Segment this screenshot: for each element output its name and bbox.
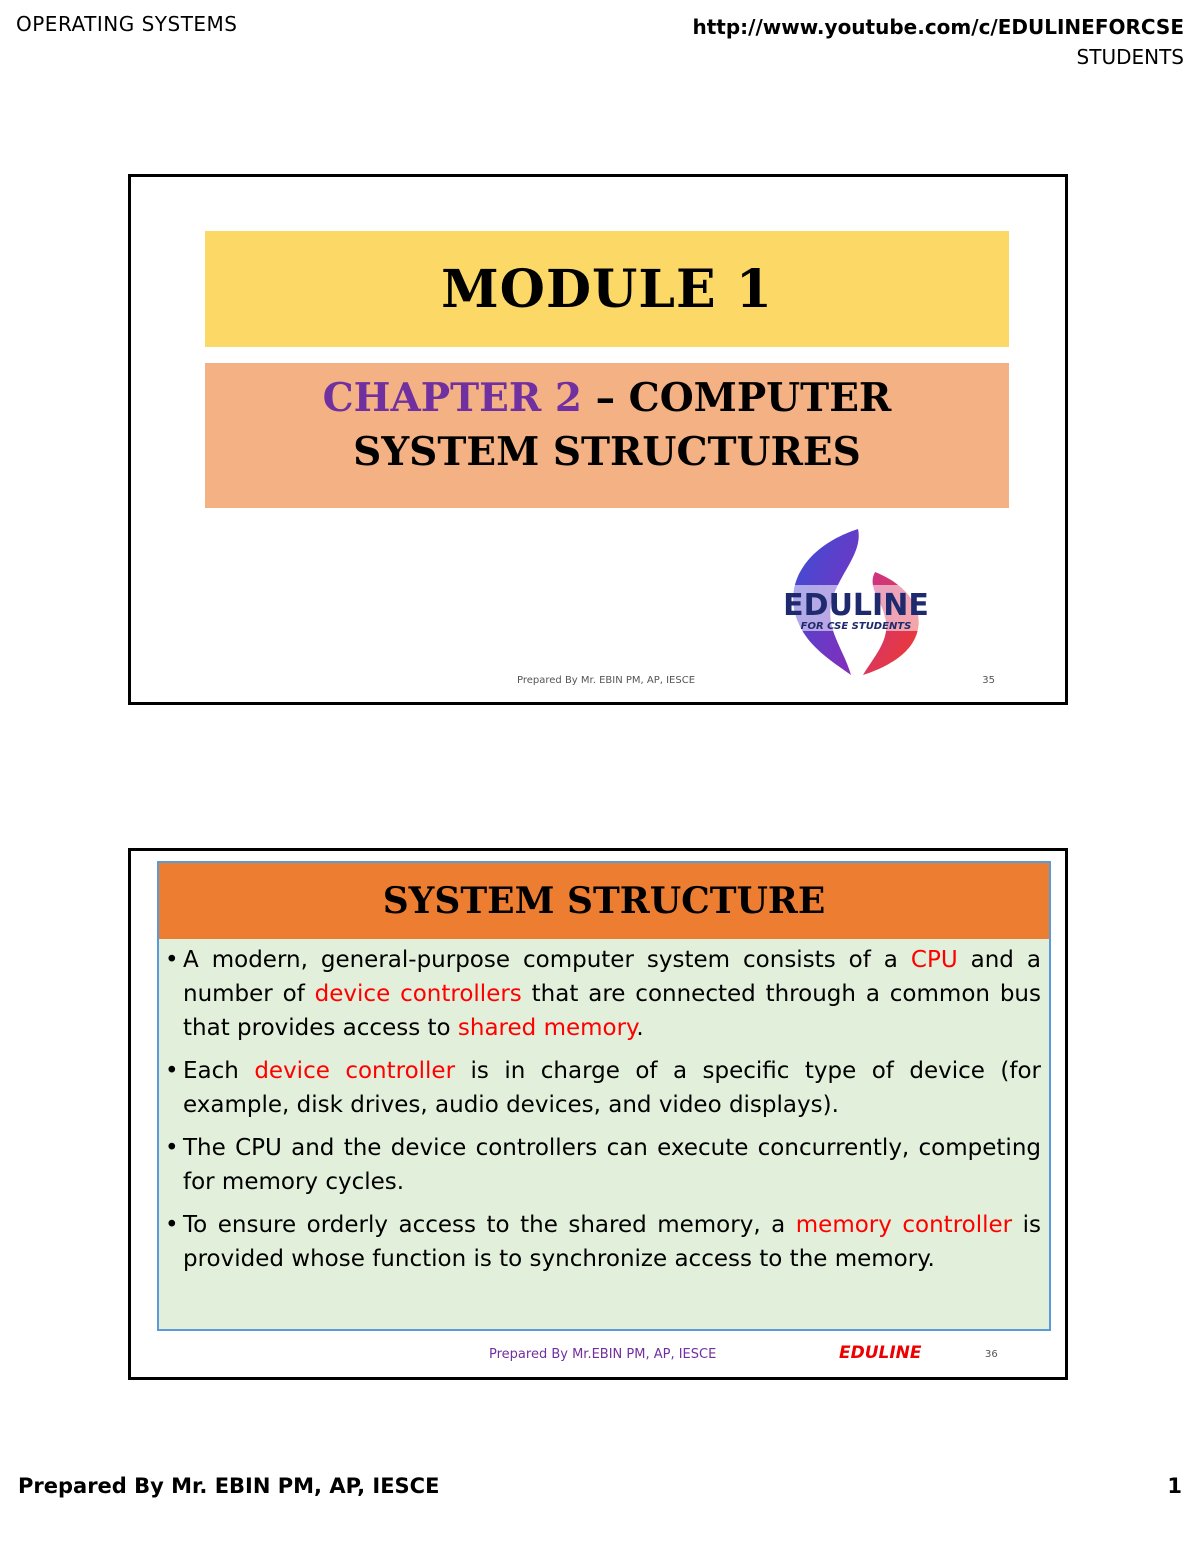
logo-tagline: FOR CSE STUDENTS [800, 621, 912, 632]
module-band [205, 231, 1009, 347]
slide-heading: SYSTEM STRUCTURE [159, 863, 1049, 939]
document-footer: Prepared By Mr. EBIN PM, AP, IESCE [18, 1474, 440, 1498]
slide-number: 35 [982, 675, 995, 686]
chapter-band [205, 363, 1009, 508]
chapter-title-line2: SYSTEM STRUCTURES [353, 429, 861, 475]
slide-system-structure [128, 848, 1068, 1380]
module-title: MODULE 1 [441, 258, 773, 320]
slide-footer: Prepared By Mr.EBIN PM, AP, IESCE [489, 1347, 717, 1362]
chapter-title-line1: – COMPUTER [582, 375, 892, 421]
content-box [157, 861, 1051, 1331]
logo-wordmark: EDULINE [783, 588, 929, 623]
youtube-url-cont: STUDENTS [1076, 45, 1184, 69]
bullet-item: • To ensure orderly access to the shared memory, a memory controller is provided whose function is to synchronize access to the memory. [165, 1212, 1041, 1272]
slide-footer: Prepared By Mr. EBIN PM, AP, IESCE [517, 675, 696, 686]
bullet-list [159, 939, 1049, 1276]
document-header-url [624, 12, 1184, 72]
page-number: 1 [1167, 1474, 1182, 1498]
chapter-number: CHAPTER 2 [322, 375, 582, 421]
bullet-item: • A modern, general-purpose computer system consists of a CPU and a number of device controllers that are connected through a common bus that provides access to shared memory. [165, 947, 1041, 1041]
bullet-item: • The CPU and the device controllers can execute concurrently, competing for memory cycles. [165, 1135, 1041, 1195]
youtube-url: http://www.youtube.com/c/EDULINEFORCSE [692, 15, 1184, 39]
eduline-logo [763, 527, 949, 677]
eduline-brand: EDULINE [839, 1343, 922, 1363]
document-header-title: OPERATING SYSTEMS [16, 12, 238, 36]
bullet-item: • Each device controller is in charge of a specific type of device (for example, disk drives, audio devices, and video displays). [165, 1058, 1041, 1118]
slide-number: 36 [985, 1349, 998, 1360]
slide-module-title [128, 174, 1068, 705]
